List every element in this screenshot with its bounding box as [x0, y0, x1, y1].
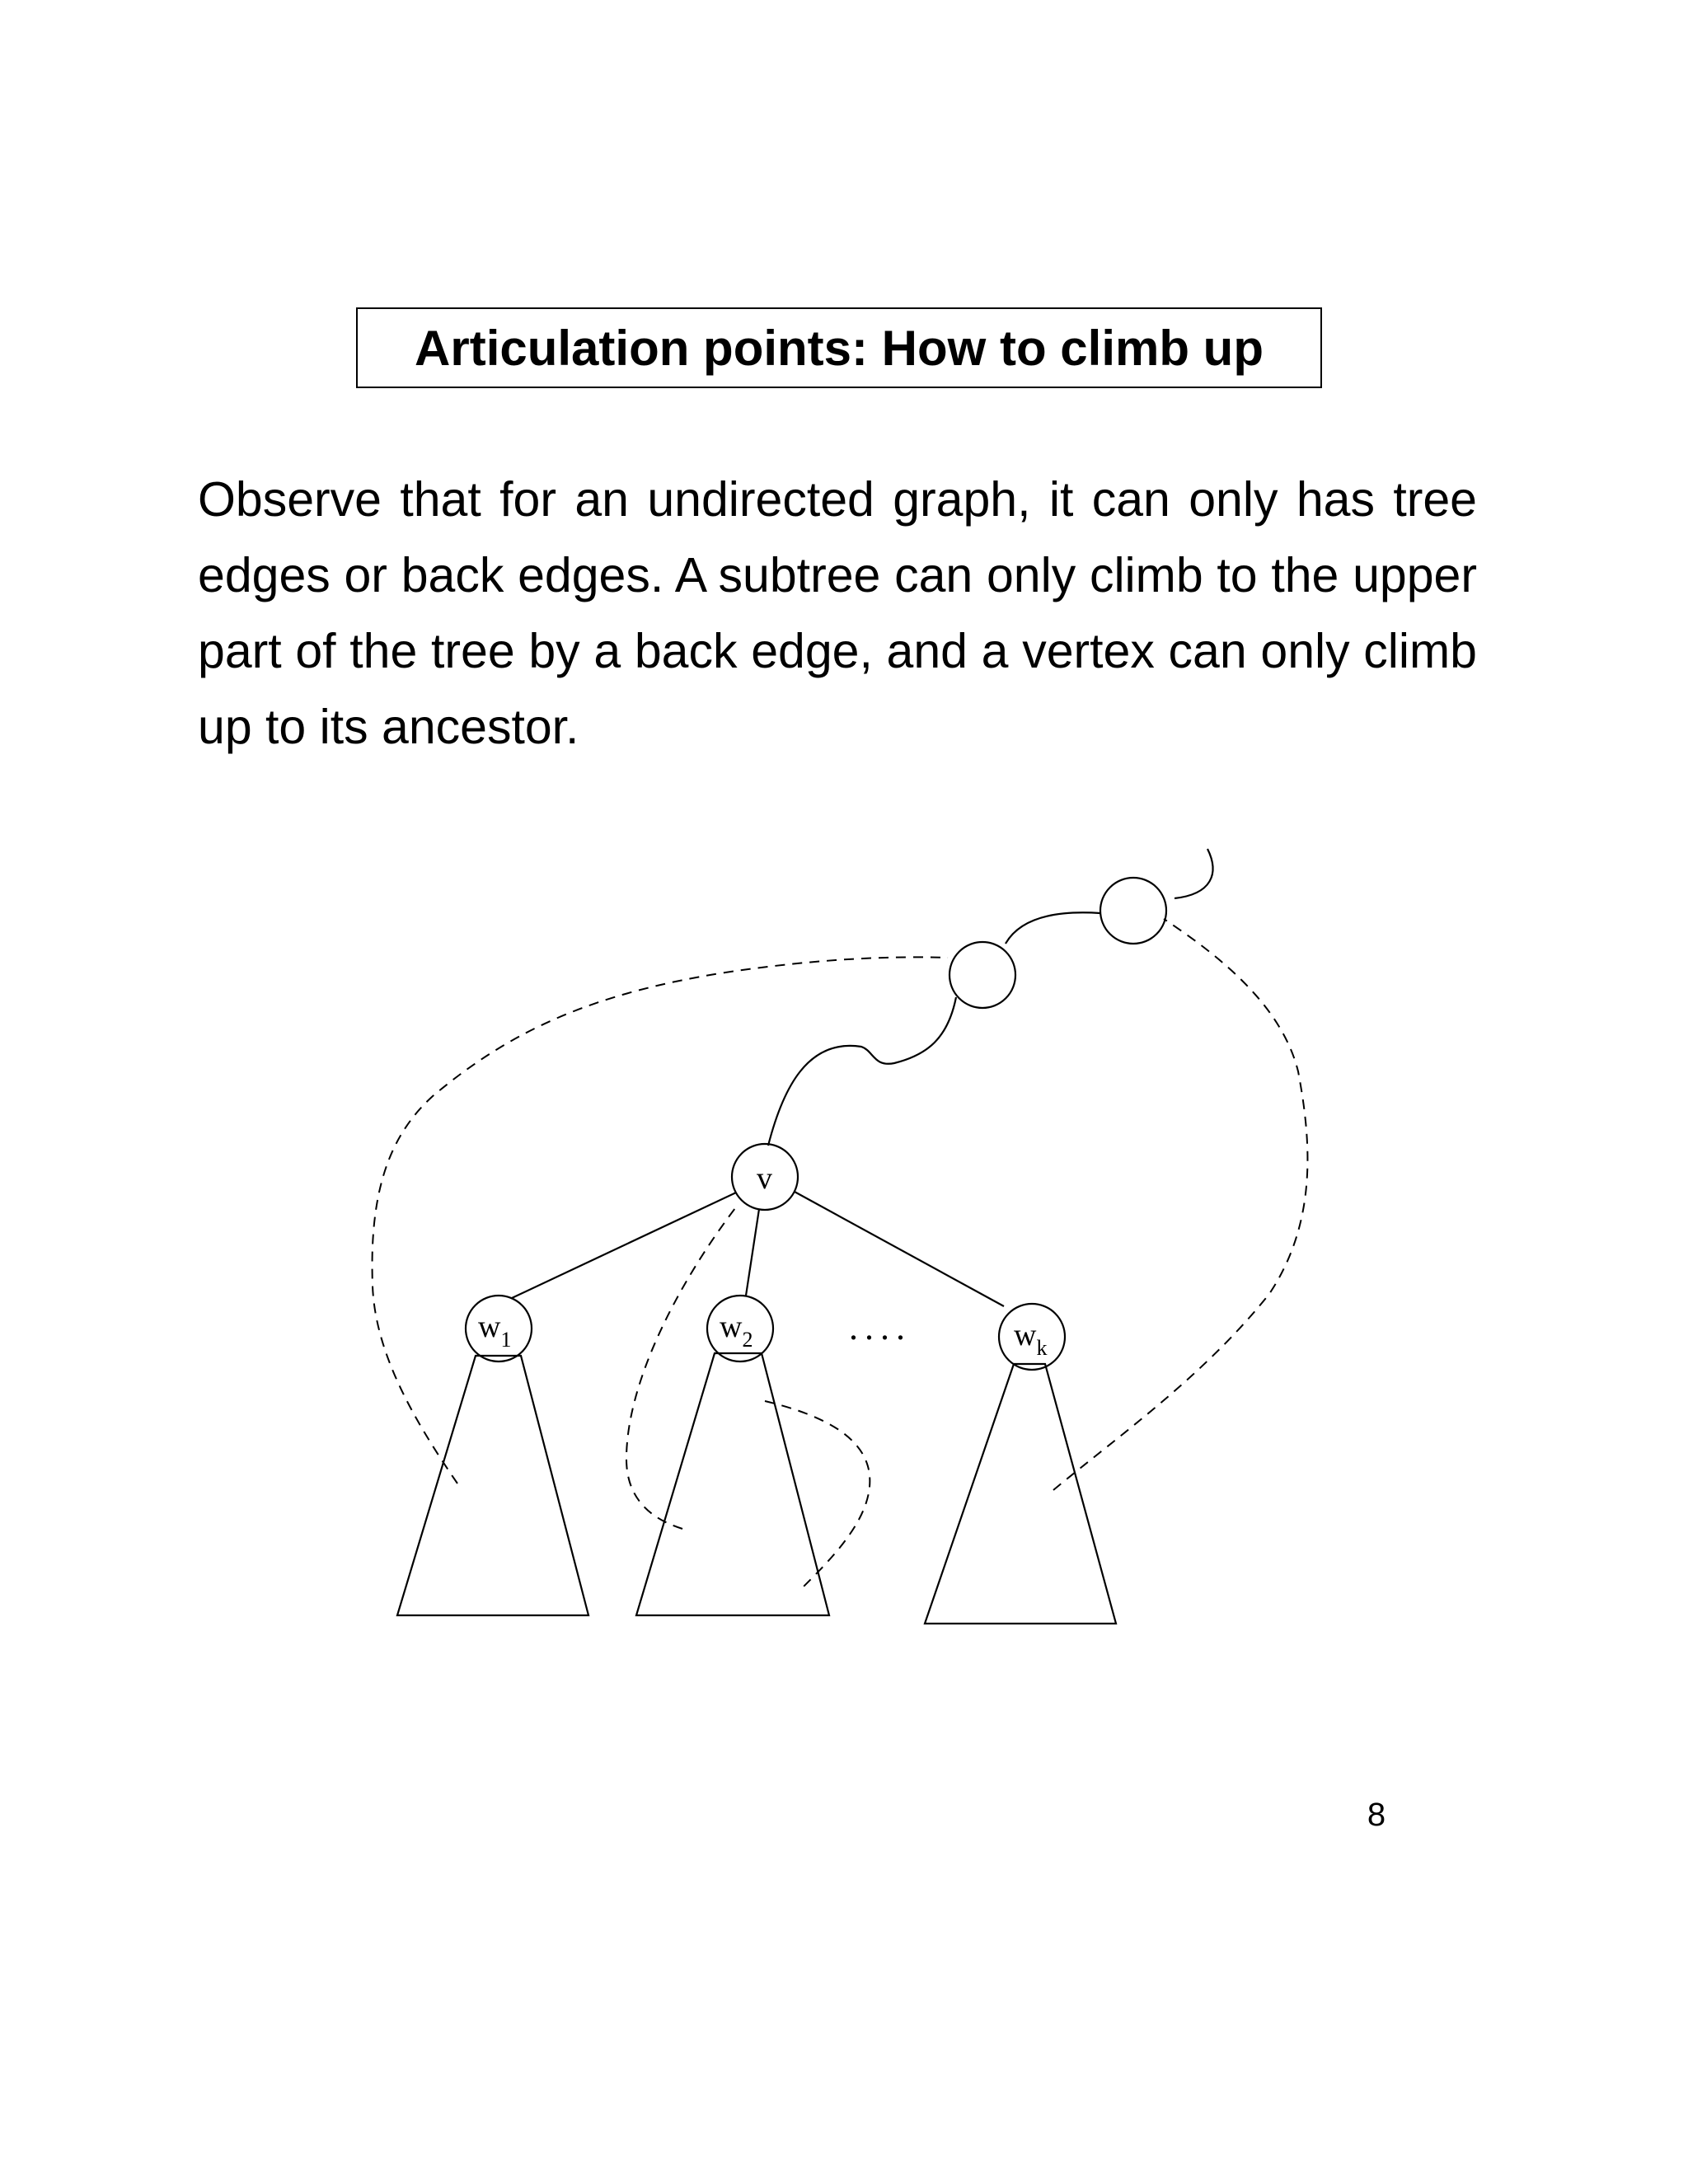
page-number: 8: [1367, 1797, 1386, 1833]
w1-node: [466, 1296, 532, 1361]
v-label: v: [757, 1161, 772, 1196]
w1-label: $w_1$: [478, 1310, 512, 1352]
tree-edge-to-v: [768, 997, 956, 1146]
tree-edge-ancestor: [1006, 912, 1100, 944]
v-node: [732, 1144, 798, 1210]
body-paragraph: Observe that for an undirected graph, it can only has tree edges or back edges. A subtree can only climb to the upper part of the tree by a back edge, and a vertex can only climb up to its ancestor.: [198, 472, 1477, 754]
back-edge-wk: [1053, 919, 1307, 1490]
subtree-wk: [925, 1364, 1116, 1624]
wk-label: $w_k$: [1014, 1318, 1048, 1360]
back-edge-w2-to-v: [626, 1205, 738, 1529]
ancestor-node-mid: [950, 942, 1015, 1008]
children-ellipsis: ....: [849, 1307, 912, 1347]
back-edge-w1: [373, 957, 948, 1483]
subtree-w1: [397, 1356, 588, 1615]
tree-edge-v-w2: [746, 1209, 759, 1296]
wk-node: [999, 1304, 1065, 1370]
back-edge-w2-inner: [765, 1401, 870, 1586]
title-box: [356, 307, 1322, 388]
w2-node: [707, 1296, 773, 1361]
page-title: Articulation points: How to climb up: [415, 320, 1264, 376]
tree-edge-v-wk: [795, 1192, 1004, 1306]
ancestor-node-top: [1100, 878, 1166, 944]
subtree-w2: [636, 1353, 829, 1615]
tree-edge-top: [1175, 849, 1213, 898]
tree-edge-v-w1: [512, 1193, 736, 1298]
w2-label: $w_2$: [720, 1310, 753, 1352]
